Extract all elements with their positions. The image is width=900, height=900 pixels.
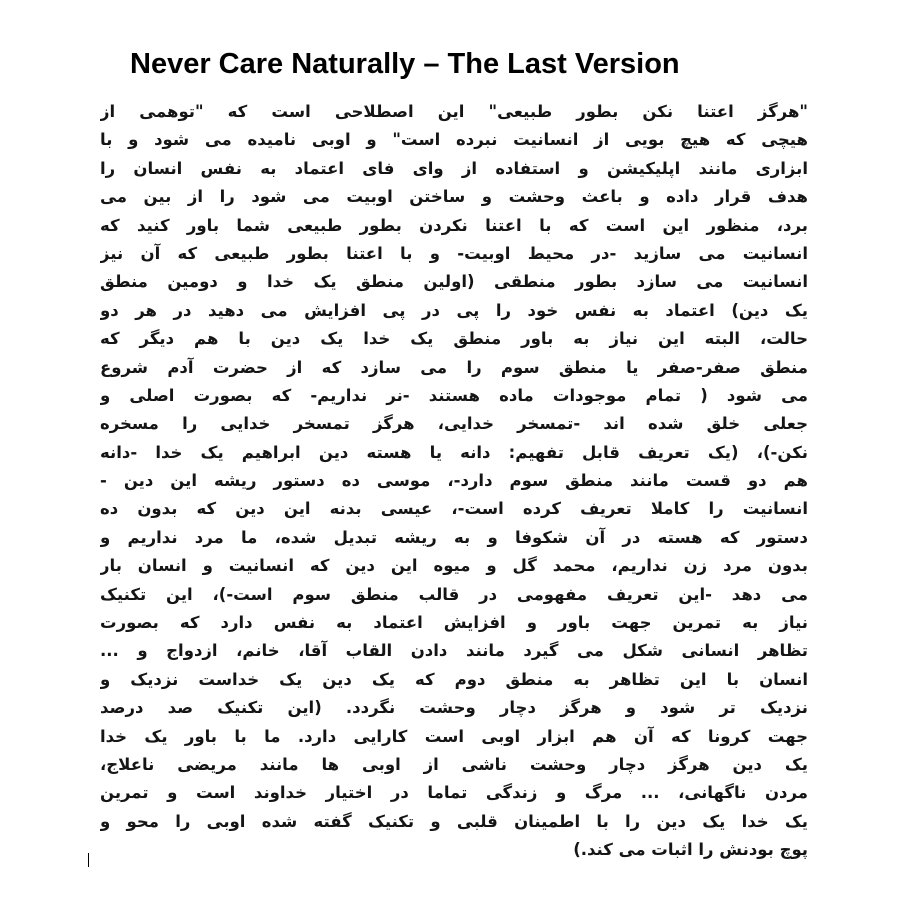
text-line: مردن ناگهانی، ... مرگ و زندگی تماما در اختیار خداوند است و تمرین	[100, 783, 808, 803]
text-line: انسانیت می سازید -در محیط اوبیت- و با اعتنا بطور طبیعی که آن نیز	[100, 243, 808, 263]
text-line: جعلی خلق شده اند -تمسخر خدایی، هرگز تمسخر خدایی را مسخره	[100, 414, 808, 434]
text-line: انسانیت می سازد بطور منطقی (اولین منطق یک خدا و دومین منطق	[100, 272, 808, 292]
text-line: ابزاری مانند اپلیکیشن و استفاده از وای فای اعتماد به نفس انسان را	[100, 158, 808, 178]
text-line: یک دین هرگز دچار وحشت ناشی از اوبی ها مانند مریضی ناعلاج،	[100, 754, 808, 774]
text-line: جهت کرونا که آن هم ابزار اوبی است کارایی دارد. ما با باور یک خدا	[100, 726, 808, 746]
text-line: هم دو قست مانند منطق سوم دارد-، موسی ده دستور ریشه این دین -	[100, 471, 808, 491]
document-body	[100, 98, 808, 865]
text-line: می شود ( تمام موجودات ماده هستند -نر نداریم- که بصورت اصلی و	[100, 385, 808, 405]
text-line: منطق صفر-صفر یا منطق سوم را می سازد که از حضرت آدم شروع	[100, 357, 808, 377]
text-line: نکن-)، (یک تعریف قابل تفهیم: دانه یا هسته دین ابراهیم یک خدا -دانه	[100, 442, 808, 462]
text-line: هیچی که هیچ بویی از انسانیت نبرده است" و اوبی نامیده می شود و با	[100, 130, 808, 150]
text-line: برد، منظور این است که با اعتنا نکردن بطور طبیعی شما باور کنید که	[100, 215, 808, 235]
text-line: دستور که هسته در آن شکوفا و به ریشه تبدیل شده، ما مرد نداریم و	[100, 527, 808, 547]
text-line: یک دین) اعتماد به نفس خود را پی در پی افزایش می دهید در هر دو	[100, 300, 808, 320]
text-line: بدون مرد زن نداریم، محمد گل و میوه این دین که انسانیت و انسان بار	[100, 556, 808, 576]
text-line: نزدیک تر شود و هرگز دچار وحشت نگردد. (این تکنیک صد درصد	[100, 698, 808, 718]
document-title: Never Care Naturally – The Last Version	[130, 48, 680, 80]
text-line: می دهد -این تعریف مفهومی در قالب منطق سوم است-)، این تکنیک	[100, 584, 808, 604]
text-line: نیاز به تمرین جهت باور و افزایش اعتماد به نفس دارد که بصورت	[100, 613, 808, 633]
text-line: انسان با این تظاهر به منطق دوم که یک دین یک خداست نزدیک و	[100, 669, 808, 689]
text-line: هدف قرار داده و باعث وحشت و ساختن اوبیت می شود را از بین می	[100, 187, 808, 207]
text-cursor[interactable]	[88, 853, 89, 867]
text-line: "هرگز اعتنا نکن بطور طبیعی" این اصطلاحی است که "توهمی از	[100, 102, 808, 121]
text-line: یک خدا یک دین را با اطمینان قلبی و تکنیک گفته شده اوبی را محو و	[100, 811, 808, 831]
text-line: تظاهر انسانی شکل می گیرد مانند دادن القاب آقا، خانم، ازدواج و ...	[100, 641, 808, 661]
text-line: حالت، البته این نیاز به باور منطق یک خدا یک دین با هم دیگر که	[100, 329, 808, 349]
text-line: انسانیت را کاملا تعریف کرده است-، عیسی بدنه این دین که بدون ده	[100, 499, 808, 519]
text-line: پوچ بودنش را اثبات می کند.)	[573, 840, 808, 860]
